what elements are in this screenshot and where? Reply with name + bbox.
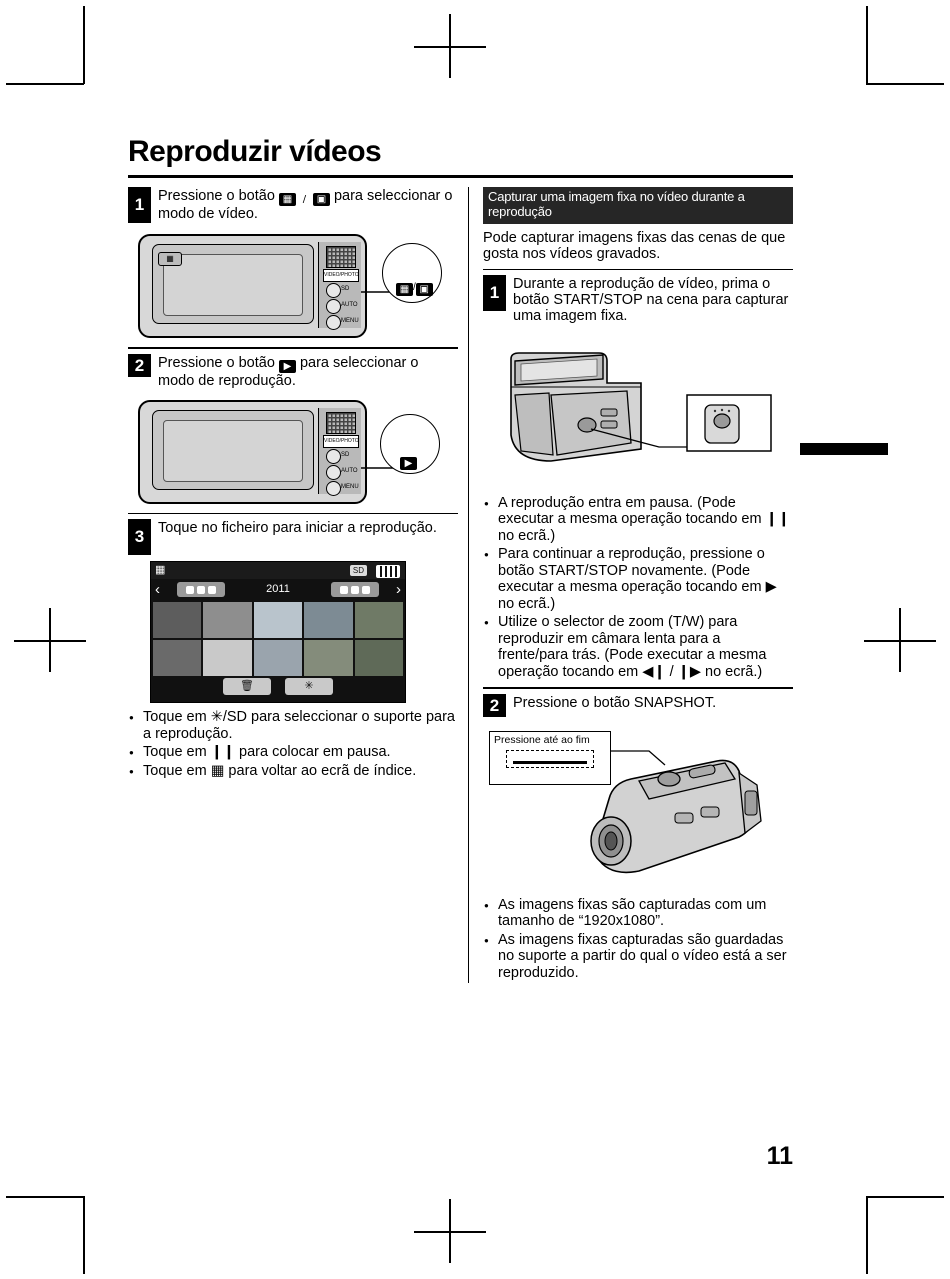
left-step-3: [128, 519, 458, 555]
right-column: [483, 187, 793, 983]
crop-mark-top-right-v: [866, 6, 868, 84]
right-step-1-number: 1: [483, 275, 506, 311]
right-bullet-2: ● Para continuar a reprodução, pressione o botão START/STOP novamente. (Pode executar a mesma operação tocando em ▶ no ecrã.): [483, 546, 793, 612]
camcorder-illustration-3: [491, 331, 791, 489]
thumbnail-item[interactable]: [153, 640, 201, 676]
left-step-2-text-after: para seleccionar o modo de reprodução.: [158, 354, 419, 389]
camcorder-lcd-badge: ▦: [158, 252, 182, 266]
right-step-1: [483, 275, 793, 325]
crop-mark-bottom-left-v: [83, 1196, 85, 1274]
page-content: [128, 135, 793, 983]
left-column: [128, 187, 458, 983]
title-rule: [128, 175, 793, 178]
left-step-1-number: 1: [128, 187, 151, 223]
right-step-2: [483, 694, 793, 717]
left-step-1-text-before: Pressione o botão: [158, 188, 275, 204]
camcorder-illustration-1: [130, 230, 458, 340]
camcorder-svg-4: [489, 721, 789, 891]
thumbnail-grid: [151, 601, 405, 677]
left-bullet-2: ● Toque em ❙❙ para colocar em pausa.: [128, 744, 458, 761]
thumbnail-item[interactable]: [203, 640, 251, 676]
playback-mode-icon: ▶: [279, 360, 296, 373]
crop-mark-bottom-right-v: [866, 1196, 868, 1274]
media-select-button[interactable]: ✳: [285, 678, 333, 695]
thumbnail-item[interactable]: [203, 602, 251, 638]
camcorder-button-sd-label-2: SD: [341, 451, 350, 458]
left-bullet-list: [128, 709, 458, 779]
left-step-2: [128, 354, 458, 389]
crop-mark-top-left-h: [6, 83, 84, 85]
right-rule-1: [483, 269, 793, 270]
thumbnail-item[interactable]: [355, 602, 403, 638]
camcorder-svg-3: [491, 331, 791, 489]
camcorder-illustration-4: [489, 721, 789, 891]
camcorder-illustration-2: [130, 396, 458, 506]
next-page-arrow[interactable]: ›: [396, 581, 401, 599]
two-column-layout: [128, 187, 793, 983]
callout-video-icon: ▦: [396, 283, 413, 296]
index-screen-illustration: [150, 561, 406, 703]
crop-mark-left-center-v: [49, 608, 51, 672]
page-number: 11: [766, 1142, 793, 1170]
callout-playback-icon: ▶: [400, 457, 417, 470]
right-bullet-4: ● As imagens fixas são capturadas com um tamanho de “1920x1080”.: [483, 897, 793, 930]
delete-button[interactable]: 🗑: [223, 678, 271, 695]
camcorder-mode-label-2: VIDEO/PHOTO: [323, 435, 359, 448]
camcorder-button-auto-label: AUTO: [341, 302, 358, 308]
index-screen-nav-bar: [151, 579, 405, 601]
right-step-1-text: Durante a reprodução de vídeo, prima o botão START/STOP na cena para capturar uma imagem fixa.: [513, 275, 789, 325]
sd-badge: SD: [350, 565, 367, 576]
page-title: Reproduzir vídeos: [128, 135, 382, 168]
index-screen-status-bar: [151, 562, 405, 579]
crop-mark-bottom-center-v: [449, 1199, 451, 1263]
right-bullet-list-2: [483, 897, 793, 982]
right-rule-2: [483, 687, 793, 689]
left-step-1-text-after: para seleccionar o modo de vídeo.: [158, 188, 453, 222]
crop-mark-top-left-v: [83, 6, 85, 84]
photo-mode-icon: ▣: [313, 193, 330, 206]
right-bullet-5: ● As imagens fixas capturadas são guardadas no suporte a partir do qual o vídeo está a ser reproduzido.: [483, 932, 793, 982]
section-header-bar: Capturar uma imagem fixa no vídeo durante a reprodução: [483, 187, 793, 224]
prev-page-arrow[interactable]: ‹: [155, 581, 160, 599]
crop-mark-top-center-v: [449, 14, 451, 78]
nav-pill-right[interactable]: [331, 582, 379, 597]
left-step-2-text-before: Pressione o botão: [158, 354, 275, 371]
crop-mark-right-center-v: [899, 608, 901, 672]
column-divider: [468, 187, 469, 983]
thumbnail-item[interactable]: [355, 640, 403, 676]
thumbnail-item[interactable]: [153, 602, 201, 638]
section-intro-text: Pode capturar imagens fixas das cenas de que gosta nos vídeos gravados.: [483, 229, 786, 263]
thumbnail-item[interactable]: [304, 640, 352, 676]
crop-mark-top-right-h: [866, 83, 944, 85]
camcorder-button-auto-label-2: AUTO: [341, 467, 358, 474]
callout-photo-icon: ▣: [416, 283, 433, 296]
camcorder-button-menu-label-2: MENU: [341, 483, 359, 490]
right-step-2-number: 2: [483, 694, 506, 717]
left-bullet-1: ● Toque em ✳/SD para seleccionar o suporte para a reprodução.: [128, 709, 458, 742]
crop-mark-bottom-left-h: [6, 1196, 84, 1198]
crop-mark-bottom-right-h: [866, 1196, 944, 1198]
left-step-1: [128, 187, 458, 223]
camcorder-mode-label: VIDEO/PHOTO: [323, 269, 359, 282]
left-rule-1: [128, 347, 458, 349]
thumbnail-item[interactable]: [254, 640, 302, 676]
camcorder-button-menu-label: MENU: [341, 318, 359, 324]
slash-separator: /: [302, 194, 307, 205]
right-step-2-text: Pressione o botão SNAPSHOT.: [513, 694, 717, 711]
index-screen-button-bar: [151, 677, 405, 701]
left-step-3-text: Toque no ficheiro para iniciar a reprodução.: [158, 520, 437, 537]
thumbnail-item[interactable]: [304, 602, 352, 638]
right-bullet-1: ● A reprodução entra em pausa. (Pode executar a mesma operação tocando em ❙❙ no ecrã.): [483, 495, 793, 545]
left-step-2-text: [158, 354, 458, 389]
left-step-1-text: [158, 187, 458, 222]
battery-icon: [376, 565, 400, 578]
left-rule-2: [128, 513, 458, 515]
callout-playback-icon-label: [400, 456, 417, 470]
left-step-3-number: 3: [128, 519, 151, 555]
camcorder-button-sd-label: SD: [341, 286, 350, 292]
thumbnail-item[interactable]: [254, 602, 302, 638]
right-bullet-list-1: [483, 495, 793, 681]
press-fully-label: Pressione até ao fim: [494, 733, 590, 746]
left-step-2-number: 2: [128, 354, 151, 377]
left-bullet-3: ● Toque em ▦ para voltar ao ecrã de índice.: [128, 763, 458, 780]
video-mode-icon: ▦: [155, 564, 166, 577]
page-edge-tab: [800, 443, 888, 455]
right-bullet-3: ● Utilize o selector de zoom (T/W) para reproduzir em câmara lenta para a frente/para trás. (Pode executar a mesma operação tocando em ◀❙ / ❙▶ no ecrã.): [483, 614, 793, 680]
video-photo-mode-icon: ▦: [279, 193, 296, 206]
callout-mode-icon-label: ▦ / ▣: [396, 282, 433, 296]
index-year-label: 2011: [266, 583, 290, 596]
